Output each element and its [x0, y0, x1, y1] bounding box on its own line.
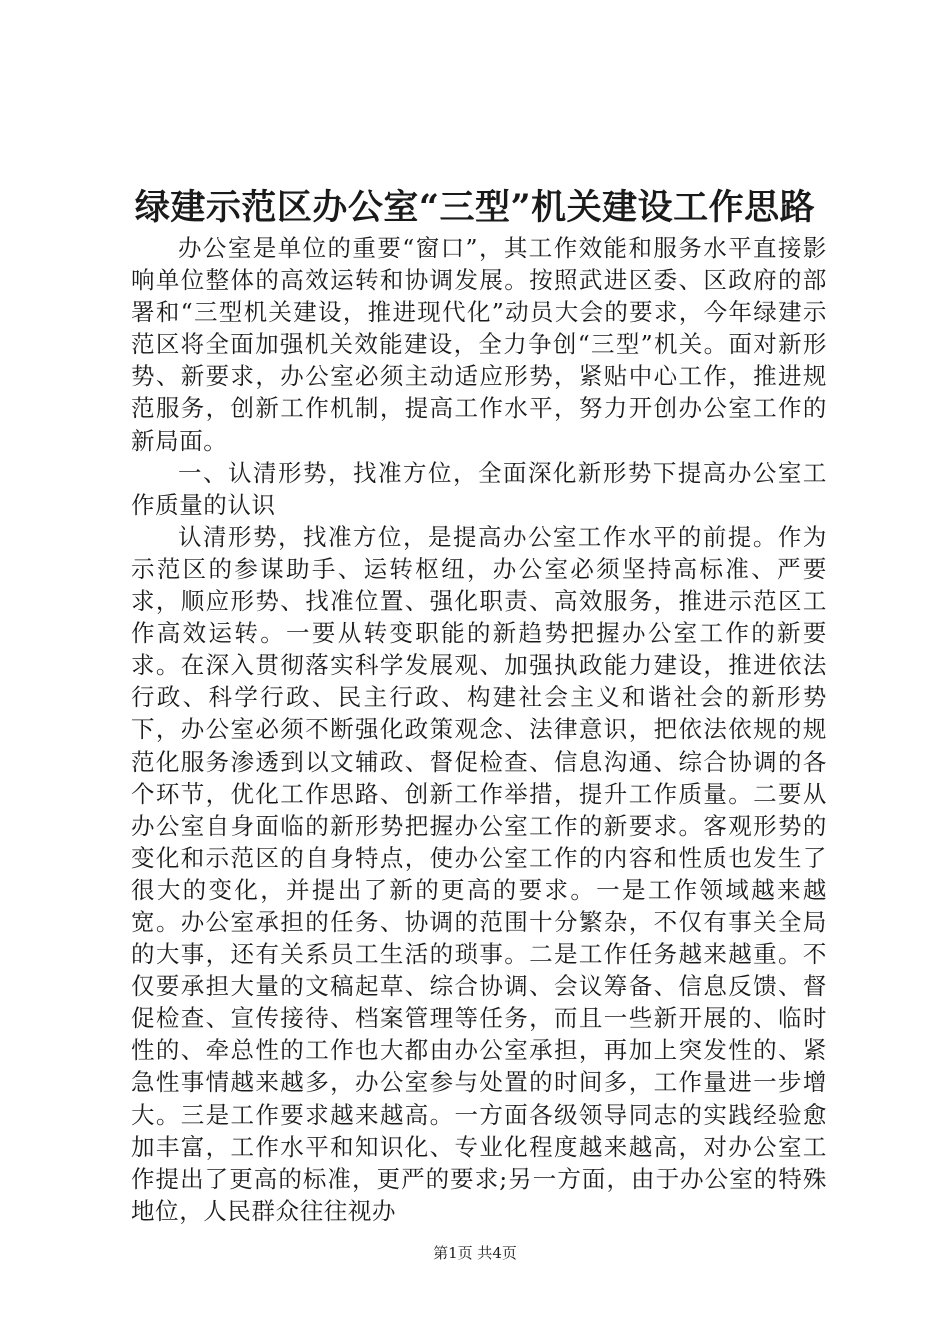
paragraph-section-1: 认清形势，找准方位，是提高办公室工作水平的前提。作为示范区的参谋助手、运转枢纽，办公室必须坚持高标准、严要求，顺应形势、找准位置、强化职责、高效服务，推进示范区工作高效运转。一要从转变职能的新趋势把握办公室工作的新要求。在深入贯彻落实科学发展观、加强执政能力建设，推进依法行政、科学行政、民主行政、构建社会主义和谐社会的新形势下，办公室必须不断强化政策观念、法律意识，把依法依规的规范化服务渗透到以文辅政、督促检查、信息沟通、综合协调的各个环节，优化工作思路、创新工作举措，提升工作质量。二要从办公室自身面临的新形势把握办公室工作的新要求。客观形势的变化和示范区的自身特点，使办公室工作的内容和性质也发生了很大的变化，并提出了新的更高的要求。一是工作领域越来越宽。办公室承担的任务、协调的范围十分繁杂，不仅有事关全局的大事，还有关系员工生活的琐事。二是工作任务越来越重。不仅要承担大量的文稿起草、综合协调、会议筹备、信息反馈、督促检查、宣传接待、档案管理等任务，而且一些新开展的、临时性的、牵总性的工作也大都由办公室承担，再加上突发性的、紧急性事情越来越多，办公室参与处置的时间多，工作量进一步增大。三是工作要求越来越高。一方面各级领导同志的实践经验愈加丰富，工作水平和知识化、专业化程度越来越高，对办公室工作提出了更高的标准，更严的要求;另一方面，由于办公室的特殊地位，人民群众往往视办 [131, 522, 827, 1225]
paragraph-intro: 办公室是单位的重要“窗口”，其工作效能和服务水平直接影响单位整体的高效运转和协调发展。按照武进区委、区政府的部署和“三型机关建设，推进现代化”动员大会的要求，今年绿建示范区将全面加强机关效能建设，全力争创“三型”机关。面对新形势、新要求，办公室必须主动适应形势，紧贴中心工作，推进规范服务，创新工作机制，提高工作水平，努力开创办公室工作的新局面。 [131, 234, 827, 455]
page-number-footer: 第1页 共4页 [433, 1244, 517, 1262]
document-body [131, 232, 827, 1227]
section-heading-1: 一、认清形势，找准方位，全面深化新形势下提高办公室工作质量的认识 [131, 458, 827, 519]
document-title: 绿建示范区办公室“三型”机关建设工作思路 [134, 187, 816, 228]
